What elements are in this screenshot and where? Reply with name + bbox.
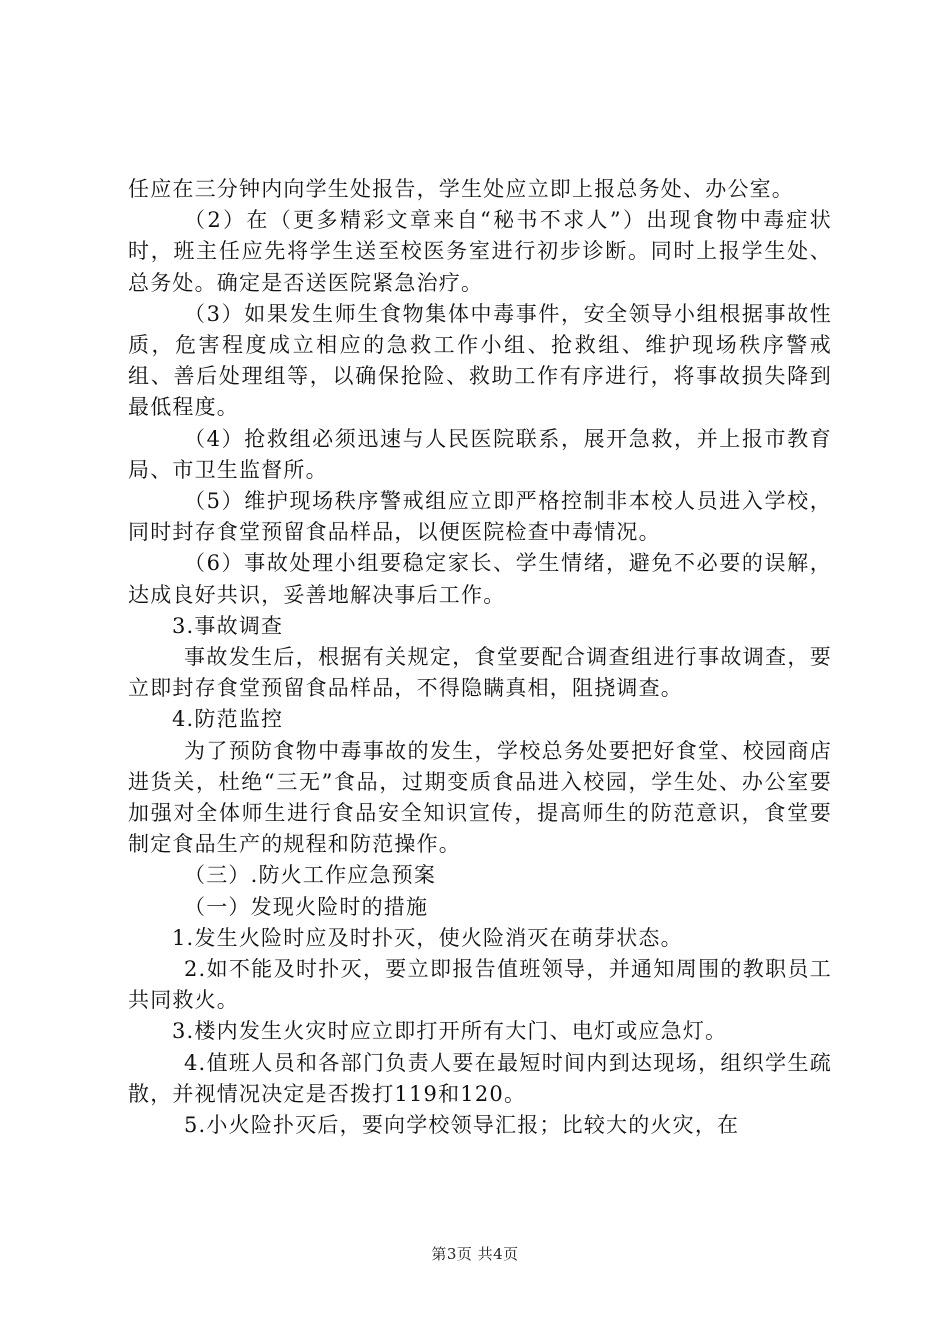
paragraph-3: （3）如果发生师生食物集体中毒事件，安全领导小组根据事故性质，危害程度成立相应的急救工作小组、抢救组、维护现场秩序警戒组、善后处理组等，以确保抢险、救助工作有序进行，将事故损失降到最低程度。 — [128, 301, 832, 420]
section-heading-investigation: 3.事故调查 — [172, 613, 284, 638]
paragraph-7: 事故发生后，根据有关规定，食堂要配合调查组进行事故调查，要立即封存食堂预留食品样品，不得隐瞒真相，阻挠调查。 — [128, 645, 832, 701]
section-heading-prevention: 4.防范监控 — [172, 707, 284, 732]
paragraph-1: 任应在三分钟内向学生处报告，学生处应立即上报总务处、办公室。 — [128, 177, 794, 201]
section-heading-fire-measures: （一）发现火险时的措施 — [184, 894, 429, 919]
document-body — [128, 174, 832, 1141]
list-item-3: 3.楼内发生火灾时应立即打开所有大门、电灯或应急灯。 — [172, 1019, 728, 1044]
paragraph-8: 为了预防食物中毒事故的发生，学校总务处要把好食堂、校园商店进货关，杜绝“三无”食品，过期变质食品进入校园，学生处、办公室要加强对全体师生进行食品安全知识宣传，提高师生的防范意识，食堂要制定食品生产的规程和防范操作。 — [128, 738, 832, 857]
list-item-1: 1.发生火险时应及时扑灭，使火险消灭在萌芽状态。 — [172, 925, 683, 950]
section-heading-fire-plan: （三）.防火工作应急预案 — [184, 863, 437, 888]
paragraph-6: （6）事故处理小组要稳定家长、学生情绪，避免不必要的误解，达成良好共识，妥善地解决事后工作。 — [128, 551, 832, 607]
list-item-5: 5.小火险扑灭后，要向学校领导汇报；比较大的火灾，在 — [184, 1113, 740, 1138]
page-footer: 第3页 共4页 — [431, 1245, 519, 1263]
list-item-2: 2.如不能及时扑灭，要立即报告值班领导，并通知周围的教职员工共同救火。 — [128, 957, 832, 1013]
paragraph-5: （5）维护现场秩序警戒组应立即严格控制非本校人员进入学校，同时封存食堂预留食品样品，以便医院检查中毒情况。 — [128, 489, 832, 545]
list-item-4: 4.值班人员和各部门负责人要在最短时间内到达现场，组织学生疏散，并视情况决定是否拨打119和120。 — [128, 1050, 832, 1106]
paragraph-2: （2）在（更多精彩文章来自“秘书不求人”）出现食物中毒症状时，班主任应先将学生送至校医务室进行初步诊断。同时上报学生处、总务处。确定是否送医院紧急治疗。 — [128, 208, 832, 295]
paragraph-4: （4）抢救组必须迅速与人民医院联系，展开急救，并上报市教育局、市卫生监督所。 — [128, 426, 832, 482]
